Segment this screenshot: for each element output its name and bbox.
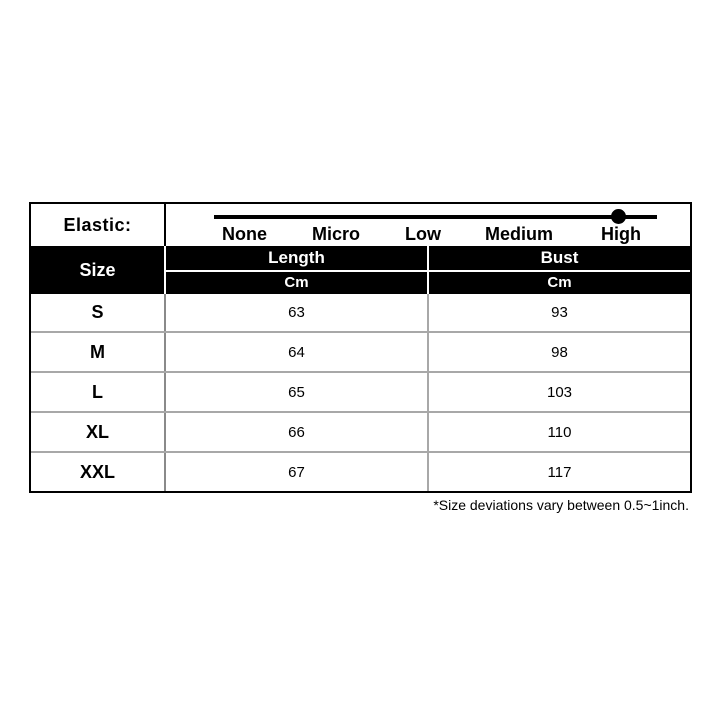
length-cell: 65 [288,383,305,401]
size-chart [29,202,692,493]
elastic-level-marker [611,209,626,224]
table-row [31,371,690,411]
table-row [31,294,690,331]
bust-cell: 98 [551,343,568,361]
size-cell: S [91,302,104,322]
elastic-scale [166,224,690,246]
header-length: Length [268,248,325,267]
scale-label-high: High [601,224,641,244]
size-cell: L [92,381,103,402]
bust-cell: 117 [547,463,572,481]
elastic-label: Elastic: [63,214,132,235]
bust-cell: 103 [546,383,573,401]
table-row [31,331,690,371]
elastic-row [31,204,690,246]
header-bust: Bust [540,248,579,267]
length-cell: 63 [288,304,305,321]
table-header [31,246,690,294]
scale-label-none: None [222,224,267,244]
bust-cell: 110 [547,423,572,441]
length-cell: 66 [288,423,305,441]
scale-label-low: Low [405,224,441,244]
table-body [31,294,690,491]
header-bust-unit: Cm [547,274,572,291]
length-cell: 64 [288,343,305,361]
table-row [31,451,690,491]
header-size: Size [79,259,116,280]
scale-label-medium: Medium [485,224,554,244]
bust-cell: 93 [551,304,568,321]
size-cell: XL [85,421,109,442]
length-cell: 67 [288,463,305,481]
table-row [31,411,690,451]
size-cell: M [90,341,105,362]
size-deviation-note: *Size deviations vary between 0.5~1inch. [433,497,689,513]
size-cell: XXL [79,461,115,482]
scale-label-micro: Micro [312,224,361,244]
elastic-scale-track [214,215,657,219]
header-length-unit: Cm [284,274,309,291]
